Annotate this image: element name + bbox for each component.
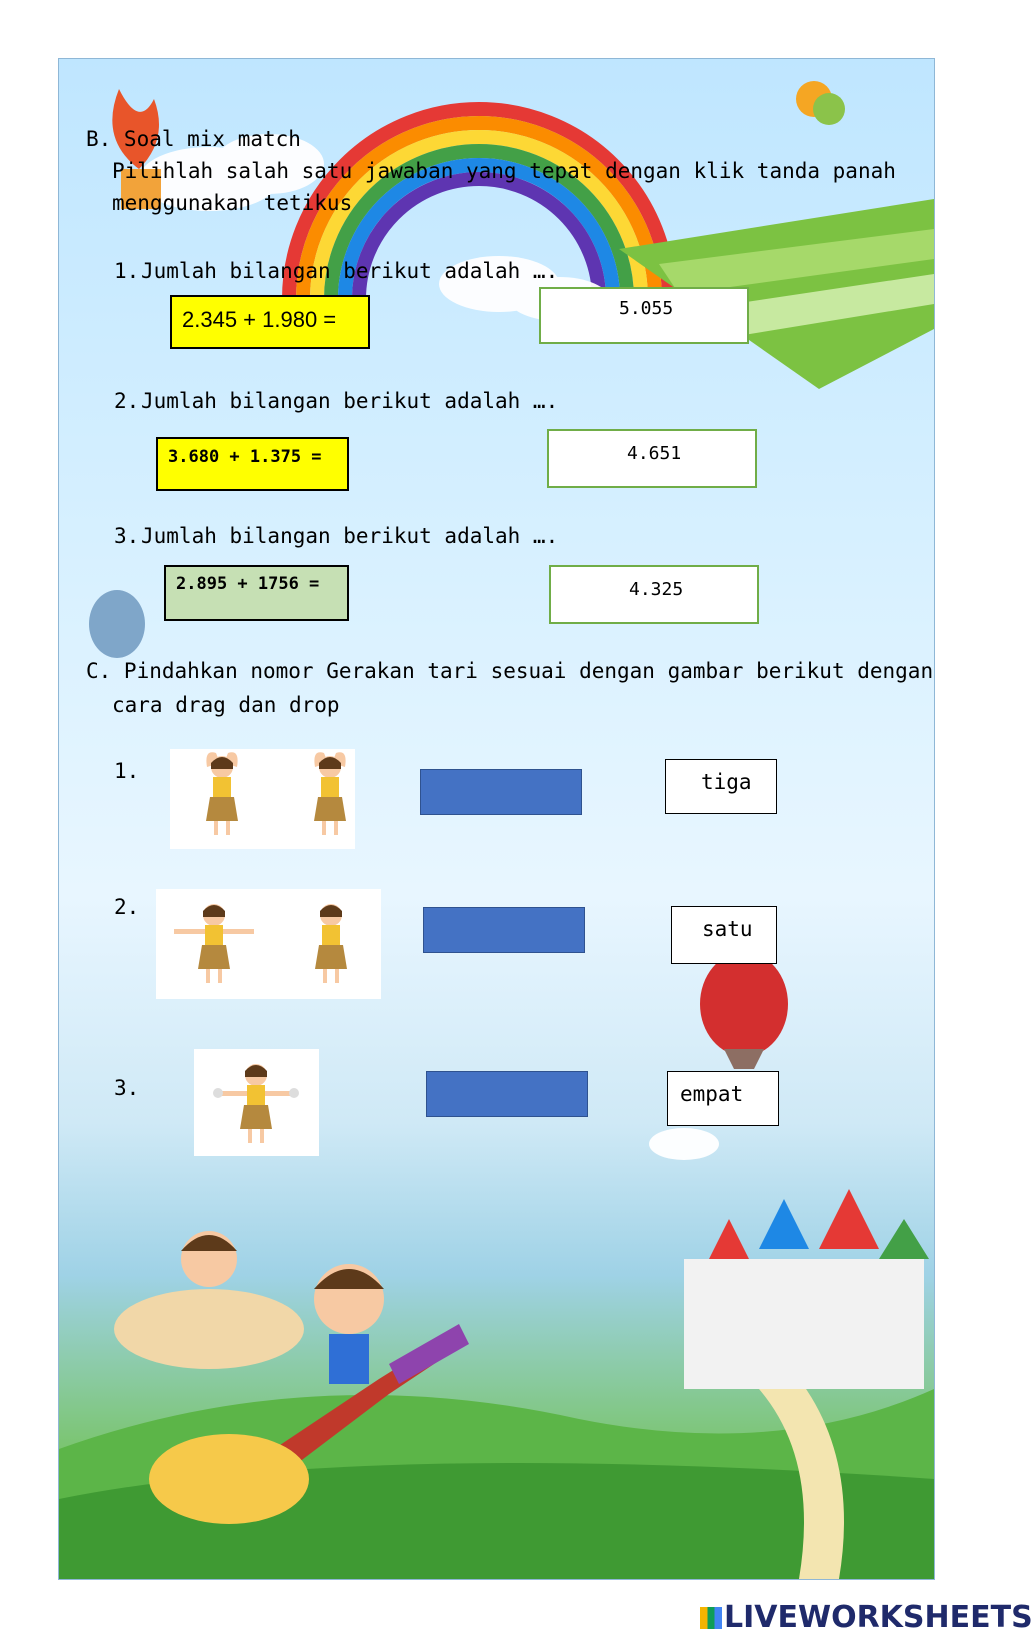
- dance-3-number: 3.: [114, 1076, 140, 1100]
- dance-2-image: [156, 889, 381, 999]
- answer-3-value: 4.325: [629, 579, 684, 600]
- draggable-word-3-label: empat: [680, 1082, 744, 1106]
- question-1-text: Jumlah bilangan berikut adalah ….: [141, 259, 559, 283]
- question-1-expression-box: [170, 295, 370, 349]
- question-3-expression: 2.895 + 1756 =: [176, 574, 320, 594]
- draggable-word-2-label: satu: [702, 917, 753, 941]
- section-c-heading-line2: cara drag dan drop: [112, 693, 340, 717]
- dance-2-number: 2.: [114, 895, 140, 919]
- section-b-instruction-line2: menggunakan tetikus: [112, 191, 353, 215]
- liveworksheets-logo: [700, 1600, 1033, 1635]
- answer-2-box[interactable]: [547, 429, 757, 488]
- section-c-heading-line1: C. Pindahkan nomor Gerakan tari sesuai dengan gambar berikut dengan: [86, 659, 934, 683]
- dancer-arms-out-icon: [174, 904, 254, 983]
- draggable-word-1[interactable]: [665, 759, 777, 814]
- question-1-number: 1.: [114, 259, 140, 283]
- section-b-heading: B. Soal mix match: [86, 127, 301, 151]
- draggable-word-1-label: tiga: [701, 770, 752, 794]
- brand-name: LIVEWORKSHEETS: [724, 1600, 1033, 1635]
- dance-3-image: [194, 1049, 319, 1156]
- question-3-text: Jumlah bilangan berikut adalah ….: [141, 524, 559, 548]
- question-1-expression: 2.345 + 1.980 =: [182, 307, 337, 332]
- question-2-expression: 3.680 + 1.375 =: [168, 447, 322, 467]
- answer-2-value: 4.651: [627, 443, 682, 464]
- answer-3-box[interactable]: [549, 565, 759, 624]
- worksheet-page: [58, 58, 935, 1580]
- logo-grid-icon: [700, 1607, 722, 1629]
- question-2-number: 2.: [114, 389, 140, 413]
- drop-zone-2[interactable]: [423, 907, 585, 953]
- dance-1-image: [170, 749, 355, 849]
- drop-zone-3[interactable]: [426, 1071, 588, 1117]
- answer-1-box[interactable]: [539, 287, 749, 344]
- dance-1-number: 1.: [114, 759, 140, 783]
- draggable-word-2[interactable]: [671, 906, 777, 964]
- dancer-figure-icon: [206, 752, 238, 835]
- dancer-figure-icon: [314, 752, 346, 835]
- question-3-expression-box: [164, 565, 349, 621]
- dancer-scarf-icon: [213, 1064, 299, 1143]
- dancer-hands-on-head-icon: [315, 904, 347, 983]
- question-2-text: Jumlah bilangan berikut adalah ….: [141, 389, 559, 413]
- drop-zone-1[interactable]: [420, 769, 582, 815]
- question-3-number: 3.: [114, 524, 140, 548]
- answer-1-value: 5.055: [619, 298, 674, 319]
- draggable-word-3[interactable]: [667, 1071, 779, 1126]
- section-b-instruction-line1: Pilihlah salah satu jawaban yang tepat dengan klik tanda panah: [112, 159, 896, 183]
- question-2-expression-box: [156, 437, 349, 491]
